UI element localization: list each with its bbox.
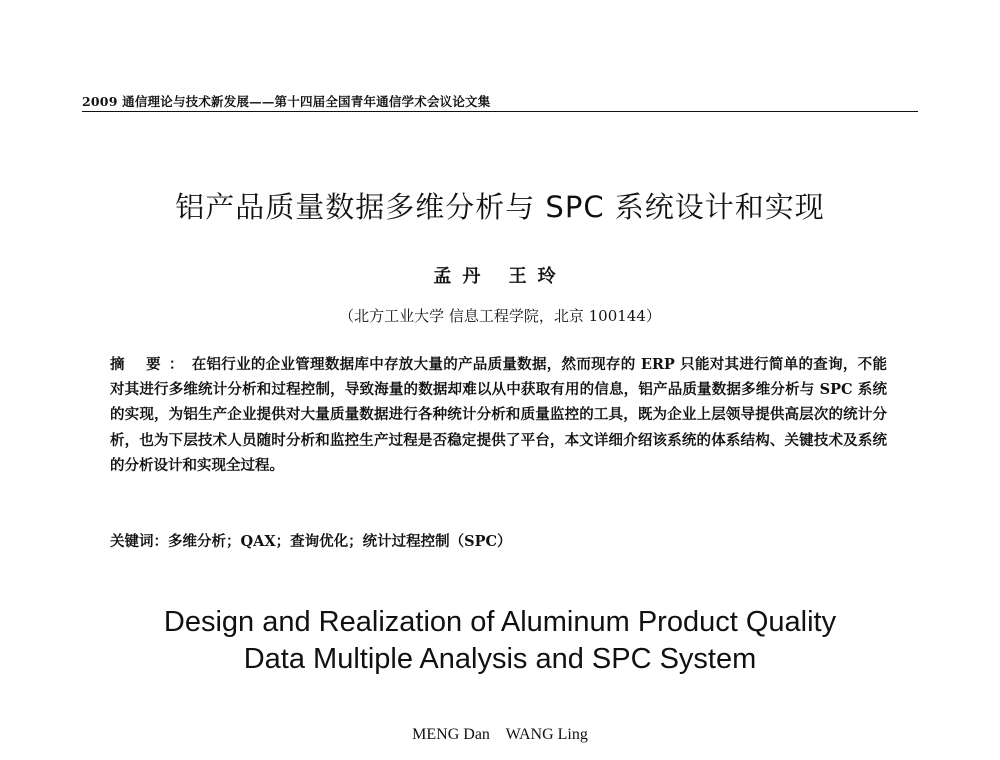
english-title-line-1: Design and Realization of Aluminum Product Quality xyxy=(163,606,837,638)
english-authors: MENG Dan WANG Ling xyxy=(412,726,588,743)
keywords-label: 关键词： xyxy=(110,533,168,550)
keywords xyxy=(110,530,887,551)
keywords-text: 多维分析；QAX；查询优化；统计过程控制（SPC） xyxy=(168,533,512,550)
abstract-label: 摘 要： xyxy=(110,356,192,373)
chinese-affiliation: （北方工业大学 信息工程学院，北京 100144） xyxy=(339,307,661,325)
english-title xyxy=(0,604,1000,678)
abstract-text: 在铝行业的企业管理数据库中存放大量的产品质量数据，然而现存的 ERP 只能对其进行简单的查询，不能对其进行多维统计分析和过程控制，导致海量的数据却难以从中获取有用的信息，铝产品质量数据多维分析与 SPC 系统的实现，为铝生产企业提供对大量质量数据进行各种统计分析和质量监控的工具，既为企业上层领导提供高层次的统计分析，也为下层技术人员随时分析和监控生产过程是否稳定提供了平台，本文详细介绍该系统的体系结构、关键技术及系统的分析设计和实现全过程。 xyxy=(110,356,887,474)
header-rule xyxy=(82,111,918,112)
chinese-title: 铝产品质量数据多维分析与 SPC 系统设计和实现 xyxy=(175,190,825,224)
english-title-line-2: Data Multiple Analysis and SPC System xyxy=(243,643,757,675)
abstract xyxy=(110,352,887,478)
chinese-authors: 孟丹 王玲 xyxy=(433,266,567,287)
running-header: 2009 通信理论与技术新发展——第十四届全国青年通信学术会议论文集 xyxy=(82,94,491,109)
